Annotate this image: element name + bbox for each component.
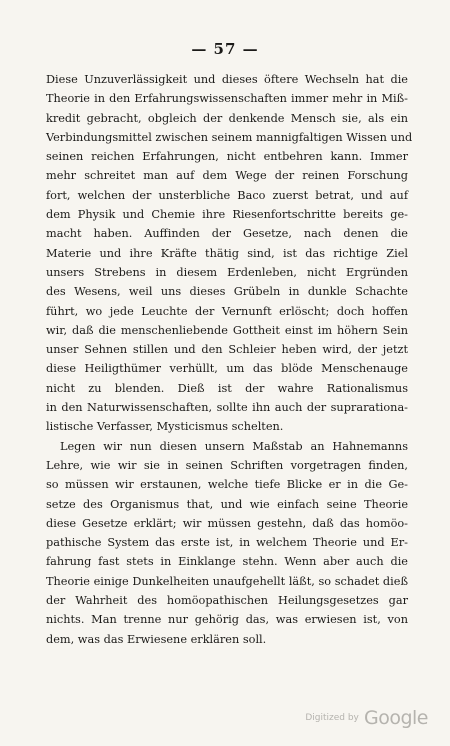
text-line: Diese Unzuverlässigkeit und dieses öftere Wechseln hat die [46,73,408,86]
text-line: seinen reichen Erfahrungen, nicht entbehren kann. Immer [46,150,408,164]
text-line: mehr schreitet man auf dem Wege der reinen Forschung [46,169,408,183]
text-line: diese Gesetze erklärt; wir müssen gestehn, daß das homöo- [46,516,408,530]
google-logo: Google [363,707,428,729]
text-line: listische Verfasser, Mysticismus schelten. [46,420,284,434]
text-line: unser Sehnen stillen und den Schleier heben wird, der jetzt [46,343,408,357]
text-line: so müssen wir erstaunen, welche tiefe Blicke er in die Ge- [46,478,408,492]
text-line: unsers Strebens in diesem Erdenleben, nicht Ergründen [46,265,408,279]
text-line: dem Physik und Chemie ihre Riesenfortschritte bereits ge- [46,208,408,222]
text-line: wir, daß die menschenliebende Gottheit einst im höhern Sein [46,323,408,337]
text-line: Theorie einige Dunkelheiten unaufgehellt läßt, so schadet dieß [46,574,408,588]
text-line: Verbindungsmittel zwischen seinem mannigfaltigen Wissen und [46,130,413,144]
text-line: Legen wir nun diesen unsern Maßstab an Hahnemanns [60,439,408,453]
digitization-watermark [305,707,428,729]
body-text [46,70,413,649]
text-line: nichts. Man trenne nur gehörig das, was erwiesen ist, von [46,613,408,627]
text-line: dem, was das Erwiesene erklären soll. [46,632,267,646]
text-line: des Wesens, weil uns dieses Grübeln in dunkle Schachte [46,285,408,299]
text-line: Materie und ihre Kräfte thätig sind, ist das richtige Ziel [46,246,408,260]
text-line: macht haben. Auffinden der Gesetze, nach denen die [46,227,408,241]
text-line: diese Heiligthümer verhüllt, um das blöde Menschenauge [46,362,408,376]
watermark-prefix: Digitized by [305,713,359,723]
text-line: pathische System das erste ist, in welchem Theorie und Er- [46,536,408,550]
text-line: Theorie in den Erfahrungswissenschaften immer mehr in Miß- [46,92,408,106]
text-line: Lehre, wie wir sie in seinen Schriften vorgetragen finden, [46,458,408,472]
page-number: — 57 — [191,40,259,58]
text-line: fahrung fast stets in Einklange stehn. Wenn aber auch die [46,555,408,569]
text-line: in den Naturwissenschaften, sollte ihn auch der suprarationa- [46,401,408,415]
text-line: setze des Organismus that, und wie einfach seine Theorie [46,497,408,511]
text-line: der Wahrheit des homöopathischen Heilungsgesetzes gar [46,594,408,608]
text-line: kredit gebracht, obgleich der denkende Mensch sie, als ein [46,111,408,125]
text-line: nicht zu blenden. Dieß ist der wahre Rationalismus [46,381,408,395]
text-line: fort, welchen der unsterbliche Baco zuerst betrat, und auf [46,188,408,202]
text-line: führt, wo jede Leuchte der Vernunft erlöscht; doch hoffen [46,304,408,318]
